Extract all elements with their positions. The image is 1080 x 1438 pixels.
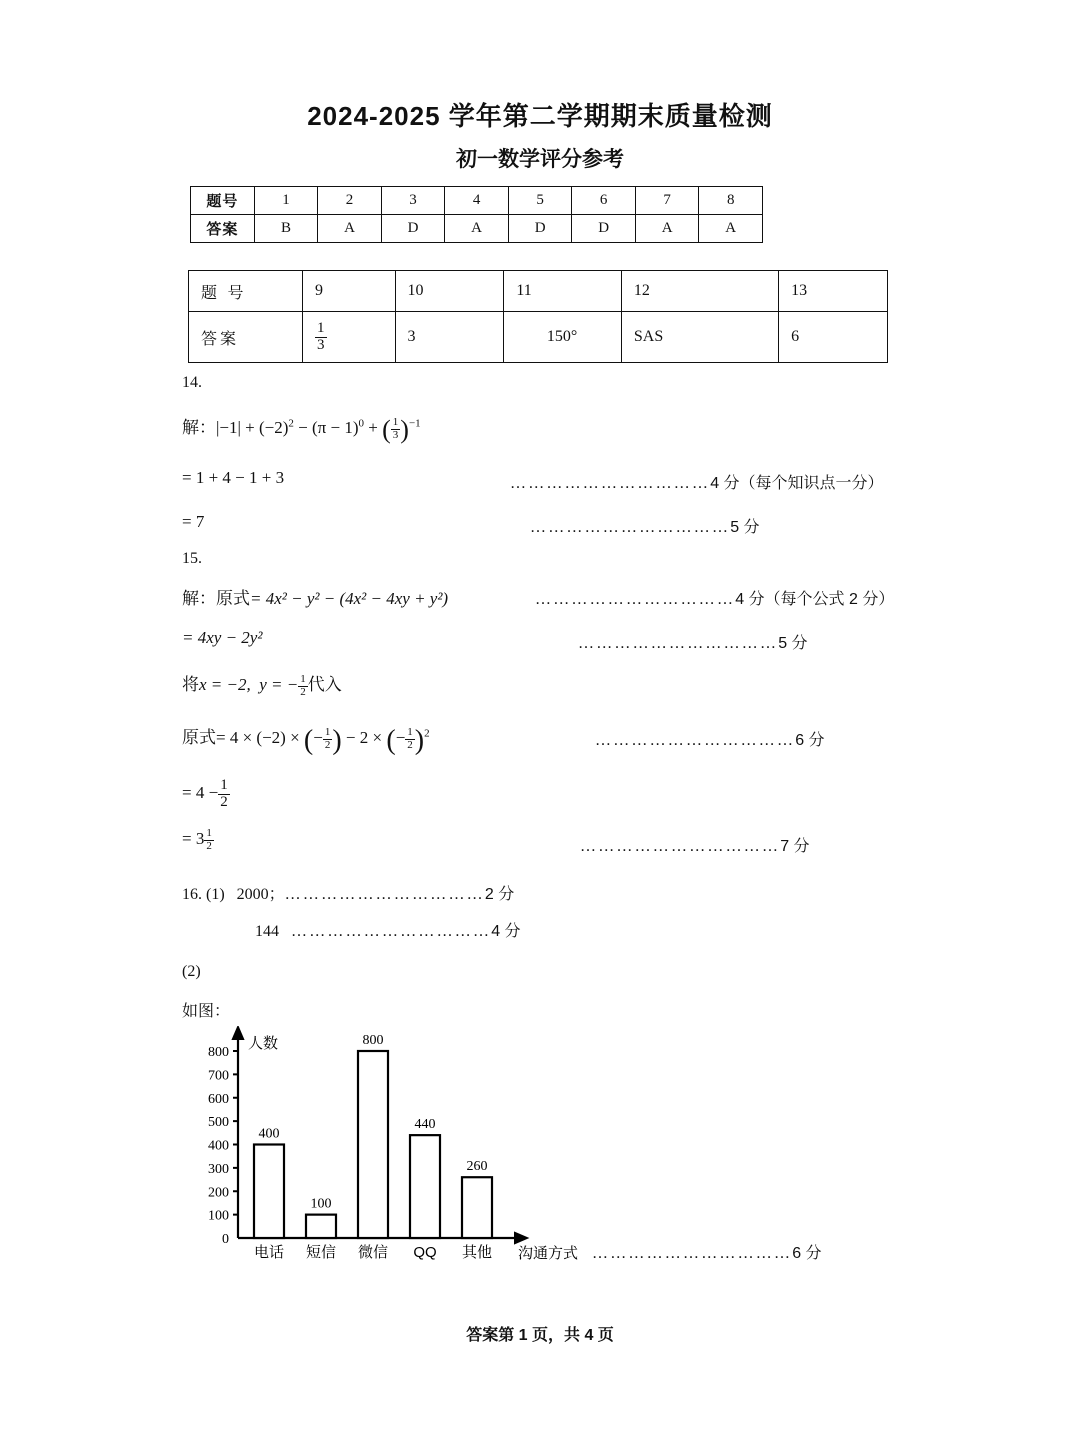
q14-fraction-one-third	[391, 417, 401, 441]
q15-score-line-6	[580, 833, 810, 856]
dot-leader: ……………………………	[580, 838, 781, 855]
q14-expr-part-a: |−1| + (−2)	[216, 418, 289, 437]
svg-text:0: 0	[222, 1232, 229, 1247]
fraction-denominator: 2	[407, 738, 413, 751]
svg-text:短信: 短信	[305, 1244, 337, 1261]
dot-leader: ……………………………	[530, 519, 731, 536]
choice-answer-7: A	[635, 215, 699, 243]
score-text: 4 分（每个知识点一分）	[710, 475, 884, 492]
q15-line4-minus-1: −	[313, 728, 323, 747]
score-text: 5 分	[730, 519, 760, 536]
q14-exponent-neg1: −1	[408, 417, 421, 430]
q15-score-line-4	[595, 727, 825, 750]
q15-line4-prefix: 原式	[182, 728, 216, 747]
page-title: 2024-2025 学年第二学期期末质量检测	[307, 101, 773, 131]
svg-text:微信: 微信	[357, 1244, 389, 1261]
fill-question-10: 10	[395, 271, 504, 312]
choice-question-7: 7	[635, 187, 699, 215]
score-text: 4 分	[491, 923, 521, 940]
fraction-denominator: 2	[220, 793, 228, 810]
choice-table-row-header-question: 题号	[191, 187, 255, 215]
q14-paren-open: (	[382, 415, 391, 444]
q15-line5-prefix: = 4 −	[182, 783, 219, 803]
choice-answer-6: D	[572, 215, 636, 243]
dot-leader: ……………………………	[510, 475, 711, 492]
q15-solution-line-2: = 4xy − 2y²	[182, 628, 263, 647]
svg-text:400: 400	[208, 1138, 229, 1154]
q16-part2-label: (2)	[182, 963, 201, 980]
paren-open: (	[303, 725, 314, 756]
q15-line4-minus-2: −	[395, 728, 406, 747]
choice-answer-4: A	[445, 215, 509, 243]
svg-text:电话: 电话	[253, 1244, 285, 1261]
choice-table-row-header-answer: 答案	[191, 215, 255, 243]
q14-score-line-2	[510, 470, 884, 493]
table-row	[189, 312, 888, 363]
choice-answer-5: D	[508, 215, 572, 243]
fraction-denominator: 2	[206, 839, 212, 852]
q14-exponent-2: 2	[288, 417, 294, 430]
fill-answer-12: SAS	[621, 312, 778, 363]
bar-chart	[196, 1026, 586, 1276]
q14-expr-part-c: +	[364, 418, 383, 437]
svg-text:其他: 其他	[461, 1244, 493, 1261]
table-row	[189, 271, 888, 312]
dot-leader: ……………………………	[595, 732, 796, 749]
fraction-denominator: 3	[392, 428, 399, 441]
fraction-denominator: 3	[317, 336, 325, 353]
q16-part1-label: (1)	[206, 886, 225, 903]
q16-part1-value: 2000；	[236, 886, 285, 903]
substitute-x: x = −2,	[199, 675, 251, 694]
fill-answer-table	[188, 270, 888, 363]
q14-number: 14.	[182, 374, 202, 391]
q16-part1b-line	[255, 918, 521, 941]
fraction-one-half	[298, 674, 308, 698]
choice-answer-2: A	[318, 215, 382, 243]
svg-text:800: 800	[208, 1045, 229, 1060]
svg-text:200: 200	[208, 1185, 229, 1201]
choice-question-5: 5	[508, 187, 572, 215]
y-axis-tick-labels	[208, 1045, 229, 1247]
x-axis-title: 沟通方式	[518, 1245, 579, 1262]
svg-text:100: 100	[208, 1208, 229, 1224]
q15-substitute-line	[182, 670, 342, 698]
q14-score-line-3	[530, 514, 760, 537]
q15-line4-exponent: 2	[424, 727, 430, 740]
fraction-one-third	[315, 321, 327, 354]
score-text: 6 分	[792, 1245, 822, 1262]
q16-number: 16.	[182, 886, 202, 903]
fraction-one-half	[405, 727, 415, 751]
choice-answer-3: D	[381, 215, 445, 243]
svg-text:400: 400	[258, 1126, 280, 1142]
dot-leader: ……………………………	[592, 1245, 793, 1262]
page-subtitle: 初一数学评分参考	[456, 148, 624, 171]
choice-answer-8: A	[699, 215, 763, 243]
dot-leader: ……………………………	[535, 591, 736, 608]
q15-solution-line-4	[182, 723, 430, 757]
q16-part2-text: 如图：	[182, 1003, 231, 1020]
q16-part2-score	[592, 1240, 822, 1263]
y-axis-title: 人数	[248, 1035, 279, 1052]
fill-question-9: 9	[303, 271, 396, 312]
substitute-prefix: 将	[182, 675, 199, 694]
fill-answer-13: 6	[779, 312, 888, 363]
q14-solution-prefix: 解：	[182, 418, 216, 437]
fraction-denominator: 2	[324, 738, 331, 751]
q14-solution-line-3: = 7	[182, 512, 205, 531]
choice-answer-1: B	[254, 215, 317, 243]
fill-table-row-header-question: 题 号	[189, 271, 303, 312]
q14-solution-line-2: = 1 + 4 − 1 + 3	[182, 468, 285, 487]
score-text: 4 分（每个公式 2 分）	[735, 591, 895, 608]
choice-question-1: 1	[254, 187, 317, 215]
choice-question-6: 6	[572, 187, 636, 215]
q14-solution-line-1	[182, 413, 421, 445]
q15-solution-line-5	[182, 778, 230, 811]
fraction-numerator: 1	[407, 726, 413, 739]
q14-paren-close: )	[400, 415, 409, 444]
svg-text:500: 500	[208, 1115, 229, 1131]
svg-text:440: 440	[414, 1117, 436, 1133]
q16-part1b-value: 144	[255, 923, 279, 940]
table-row	[191, 187, 763, 215]
score-text: 5 分	[778, 635, 808, 652]
table-row	[191, 215, 763, 243]
q14-exponent-0: 0	[358, 417, 364, 430]
fraction-one-half	[218, 778, 230, 811]
choice-question-2: 2	[318, 187, 382, 215]
chart-bars	[254, 1051, 492, 1238]
svg-text:700: 700	[208, 1068, 229, 1084]
choice-question-4: 4	[445, 187, 509, 215]
q15-number: 15.	[182, 550, 202, 567]
choice-question-8: 8	[699, 187, 763, 215]
q16-part1-line	[182, 881, 514, 904]
svg-text:260: 260	[466, 1159, 488, 1175]
q15-line4-part-b: − 2 ×	[341, 728, 387, 747]
fraction-one-half	[204, 828, 214, 852]
fraction-numerator: 1	[392, 416, 399, 429]
score-text: 6 分	[795, 732, 825, 749]
fill-table-row-header-answer: 答案	[189, 312, 303, 363]
svg-text:300: 300	[208, 1161, 229, 1177]
fraction-denominator: 2	[300, 685, 306, 698]
fraction-numerator: 1	[317, 319, 325, 336]
fill-question-13: 13	[779, 271, 888, 312]
fraction-numerator: 1	[220, 777, 228, 793]
q15-line4-part-a: = 4 × (−2) ×	[216, 728, 304, 747]
q15-solution-line-1	[182, 584, 448, 609]
fill-answer-10: 3	[395, 312, 504, 363]
substitute-y: y = −	[259, 675, 299, 694]
fill-question-12: 12	[621, 271, 778, 312]
choice-question-3: 3	[381, 187, 445, 215]
svg-text:600: 600	[208, 1091, 229, 1107]
dot-leader: ……………………………	[578, 635, 779, 652]
fraction-numerator: 1	[206, 827, 212, 839]
q15-score-line-2	[578, 630, 808, 653]
fraction-numerator: 1	[324, 726, 331, 739]
q15-solution-line-6	[182, 828, 214, 852]
q15-line6-prefix: = 3	[182, 828, 205, 848]
score-text: 7 分	[780, 838, 810, 855]
q14-expr-part-b: − (π − 1)	[293, 418, 359, 437]
paren-close: )	[414, 725, 425, 756]
fill-question-11: 11	[504, 271, 622, 312]
choice-answer-table	[190, 186, 763, 243]
fraction-numerator: 1	[300, 673, 306, 686]
fraction-one-half	[323, 727, 333, 751]
dot-leader: ……………………………	[284, 886, 485, 903]
q15-score-line-1	[535, 586, 894, 609]
fill-answer-9	[303, 312, 396, 363]
q15-solution-prefix: 解：原式	[182, 589, 250, 608]
q15-expr-1: = 4x² − y² − (4x² − 4xy + y²)	[250, 589, 449, 608]
dot-leader: ……………………………	[291, 923, 492, 940]
x-axis-category-labels	[254, 1243, 492, 1261]
paren-open: (	[386, 725, 396, 756]
score-text: 2 分	[484, 886, 515, 903]
svg-text:QQ: QQ	[413, 1244, 437, 1261]
svg-text:100: 100	[310, 1196, 332, 1212]
svg-text:800: 800	[362, 1033, 384, 1048]
page-footer: 答案第 1 页，共 4 页	[466, 1327, 614, 1344]
fill-answer-11: 150°	[504, 312, 622, 363]
substitute-suffix: 代入	[307, 675, 342, 694]
paren-close: )	[332, 725, 342, 756]
